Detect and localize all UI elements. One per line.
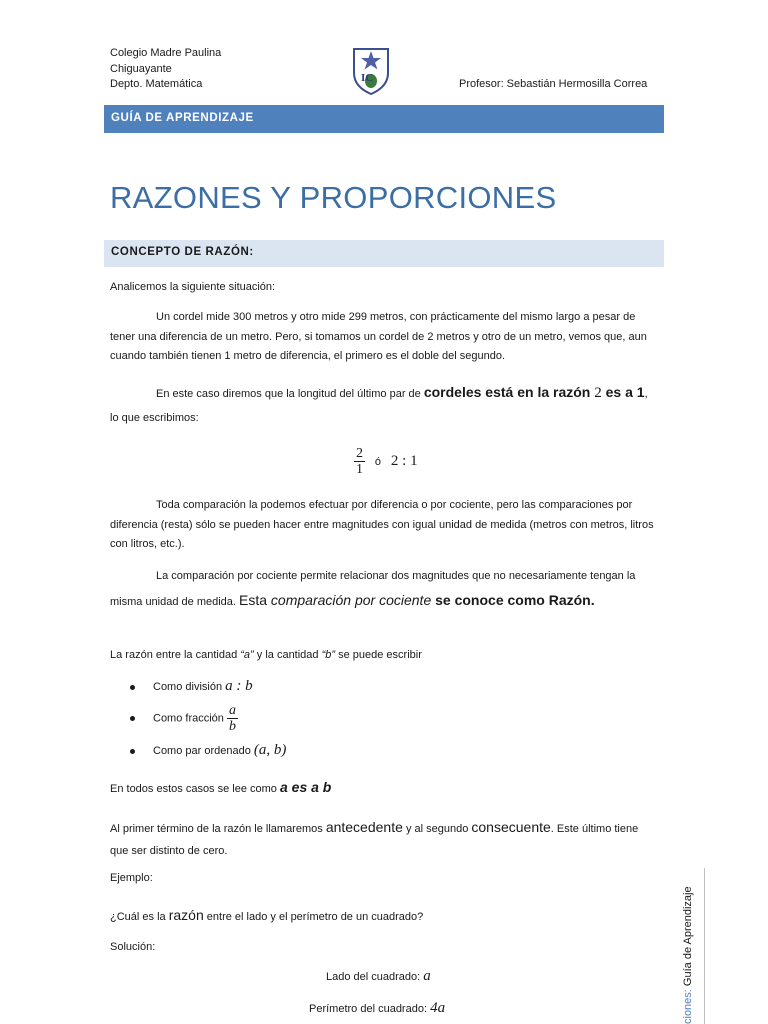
paragraph-cordel: Un cordel mide 300 metros y otro mide 299 metros, con prácticamente del mismo largo a pesar de tener una diferencia de un metro. Pero, si tomamos un cordel de 2 metros y otro de un metro, vemos que, aun cuando también tienen 1 metro de diferencia, el primero es el doble del segundo. [110, 311, 647, 362]
school-city: Chiguayante [110, 62, 172, 75]
paragraph-comparacion: Toda comparación la podemos efectuar por diferencia o por cociente, pero las comparaciones por diferencia (resta) sólo se pueden hacer entre magnitudes con igual unidad de medida (metros con metros, litros con litros, etc.). [110, 499, 654, 550]
paragraph-caso: En este caso diremos que la longitud del último par de cordeles está en la razón 2 es a 1, lo que escribimos: [110, 384, 648, 424]
paragraph-terminos: Al primer término de la razón le llamaremos antecedente y al segundo consecuente. Este último tiene que ser distinto de cero. [110, 819, 639, 857]
school-department: Depto. Matemática [110, 78, 203, 90]
section-heading: CONCEPTO DE RAZÓN: [111, 246, 254, 258]
list-item: Como fracción $\frac{a}{b}$ [130, 703, 238, 734]
paragraph-lee: En todos estos casos se lee como a es a b [110, 779, 332, 795]
paragraph-razon-ab: La razón entre la cantidad “a” y la cantidad “b” se puede escribir [110, 649, 422, 661]
guide-banner-label: GUÍA DE APRENDIZAJE [111, 112, 254, 124]
school-crest-icon [350, 45, 392, 95]
lado-line: Lado del cuadrado: a [326, 968, 431, 984]
ejemplo-label: Ejemplo: [110, 872, 153, 884]
list-item: Como división a : b [130, 678, 253, 695]
list-item: Como par ordenado (a, b) [130, 742, 286, 759]
school-header [110, 46, 221, 93]
paragraph-pregunta: ¿Cuál es la razón entre el lado y el perímetro de un cuadrado? [110, 907, 424, 923]
crest-letters: IC [361, 72, 374, 84]
perimetro-line: Perímetro del cuadrado: 4a [309, 1000, 446, 1016]
ratio-formula: $\frac{2}{1}$ ó 2 : 1 [356, 446, 418, 477]
side-divider [704, 868, 705, 1024]
solucion-label: Solución: [110, 941, 156, 953]
school-name: Colegio Madre Paulina [110, 47, 222, 59]
side-footer-text: ciones: Guía de Aprendizaje [682, 886, 694, 1024]
teacher-name: Profesor: Sebastián Hermosilla Correa [459, 78, 648, 90]
paragraph-cociente: La comparación por cociente permite relacionar dos magnitudes que no necesariamente tengan la misma unidad de medida. Esta comparación por cociente se conoce como Razón. [110, 570, 636, 608]
guide-banner [104, 105, 664, 133]
fraction-two-over-one: $\frac{2}{1}$ [356, 446, 363, 477]
page-title: RAZONES Y PROPORCIONES [110, 180, 557, 215]
section-heading-band [104, 240, 664, 267]
paragraph-intro: Analicemos la siguiente situación: [110, 281, 276, 293]
